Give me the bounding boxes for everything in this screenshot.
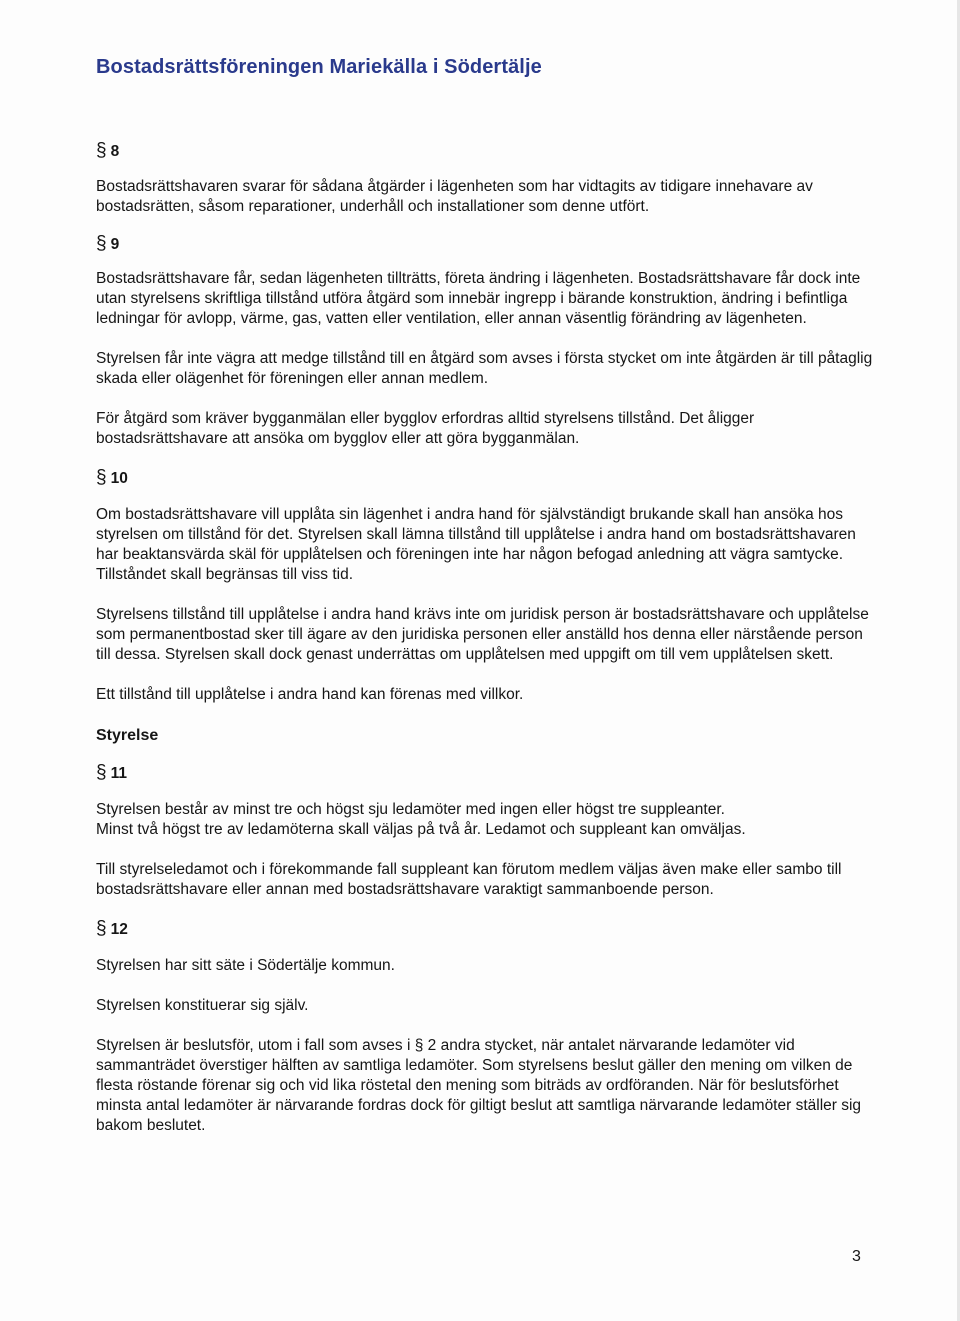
section-12-paragraph-1: Styrelsen har sitt säte i Södertälje kommun. (96, 957, 395, 974)
section-symbol: § (96, 233, 107, 254)
section-number: 11 (110, 765, 127, 782)
section-11-paragraph-1-line-1: Styrelsen består av minst tre och högst sju ledamöter med ingen eller högst tre suppleanter. (96, 801, 725, 818)
section-11-paragraph-1-line-2: Minst två högst tre av ledamöterna skall väljas på två år. Ledamot och suppleant kan omväljas. (96, 821, 746, 838)
section-8-heading (96, 138, 876, 164)
page-number: 3 (852, 1248, 861, 1265)
section-12-paragraph-2: Styrelsen konstituerar sig själv. (96, 997, 309, 1014)
section-12-paragraph-3: Styrelsen är beslutsför, utom i fall som avses i § 2 andra stycket, när antalet närvarande ledamöter vid sammanträdet överstiger hälften av samtliga ledamöter. Som styrelsens beslut gäller den mening om vilken de flesta röstande förenar sig och vid lika röstetal den mening som biträds av ordföranden. När för beslutsförhet minsta antal ledamöter är närvarande fordras dock för giltigt beslut att samtliga närvarande ledamöter ställer sig bakom beslutet. (96, 1037, 862, 1134)
document-body (96, 138, 876, 1136)
section-symbol: § (96, 140, 107, 161)
section-symbol: § (96, 467, 107, 488)
section-symbol: § (96, 762, 107, 783)
section-11-heading (96, 760, 876, 786)
section-11-paragraph-2: Till styrelseledamot och i förekommande fall suppleant kan förutom medlem väljas även make eller sambo till bostadsrättshavare eller annan med bostadsrättshavare varaktigt sammanboende person. (96, 861, 842, 898)
section-9-paragraph-3: För åtgärd som kräver bygganmälan eller bygglov erfordras alltid styrelsens tillstånd. Det åligger bostadsrättshavare att ansöka om bygglov eller att göra bygganmälan. (96, 410, 755, 447)
section-9-paragraph-1: Bostadsrättshavare får, sedan lägenheten tillträtts, företa ändring i lägenheten. Bostadsrättshavare får dock inte utan styrelsens skriftliga tillstånd utföra åtgärd som innebär ingrepp i bärande konstruktion, ändring i befintliga ledningar för avlopp, värme, gas, vatten eller ventilation, eller annan väsentlig förändring av lägenheten. (96, 270, 861, 327)
section-9-paragraph-2: Styrelsen får inte vägra att medge tillstånd till en åtgärd som avses i första stycket om inte åtgärden är till påtaglig skada eller olägenhet för föreningen eller annan medlem. (96, 350, 873, 387)
section-12-heading (96, 916, 876, 942)
section-number: 10 (110, 470, 128, 487)
section-number: 8 (110, 143, 120, 160)
section-10-paragraph-3: Ett tillstånd till upplåtelse i andra hand kan förenas med villkor. (96, 686, 524, 703)
section-10-paragraph-2: Styrelsens tillstånd till upplåtelse i andra hand krävs inte om juridisk person är bostadsrättshavare och upplåtelse som permanentbostad sker till ägare av den juridiska personen eller anställd hos denna eller närstående person till dessa. Styrelsen skall dock genast underrättas om upplåtelsen med uppgift om till vem upplåtelsen skett. (96, 606, 869, 663)
section-8-paragraph-1: Bostadsrättshavaren svarar för sådana åtgärder i lägenheten som har vidtagits av tidigare innehavare av bostadsrätten, såsom reparationer, underhåll och installationer som denne utfört. (96, 178, 813, 215)
section-9-heading (96, 231, 876, 257)
section-10-paragraph-1: Om bostadsrättshavare vill upplåta sin lägenhet i andra hand för självständigt brukande skall han ansöka hos styrelsen om tillstånd för det. Styrelsen skall lämna tillstånd till upplåtelse i andra hand om bostadsrättshavaren har beaktansvärda skäl för upplåtelsen och föreningen inte har någon befogad anledning att vägra samtycke. Tillståndet skall begränsas till viss tid. (96, 506, 856, 583)
section-number: 9 (110, 236, 120, 253)
section-symbol: § (96, 918, 107, 939)
section-number: 12 (110, 921, 128, 938)
document-header-title: Bostadsrättsföreningen Mariekälla i Södertälje (96, 56, 542, 78)
chapter-heading-styrelse: Styrelse (96, 727, 159, 744)
section-11-paragraph-1 (96, 800, 876, 840)
section-10-heading (96, 465, 876, 491)
